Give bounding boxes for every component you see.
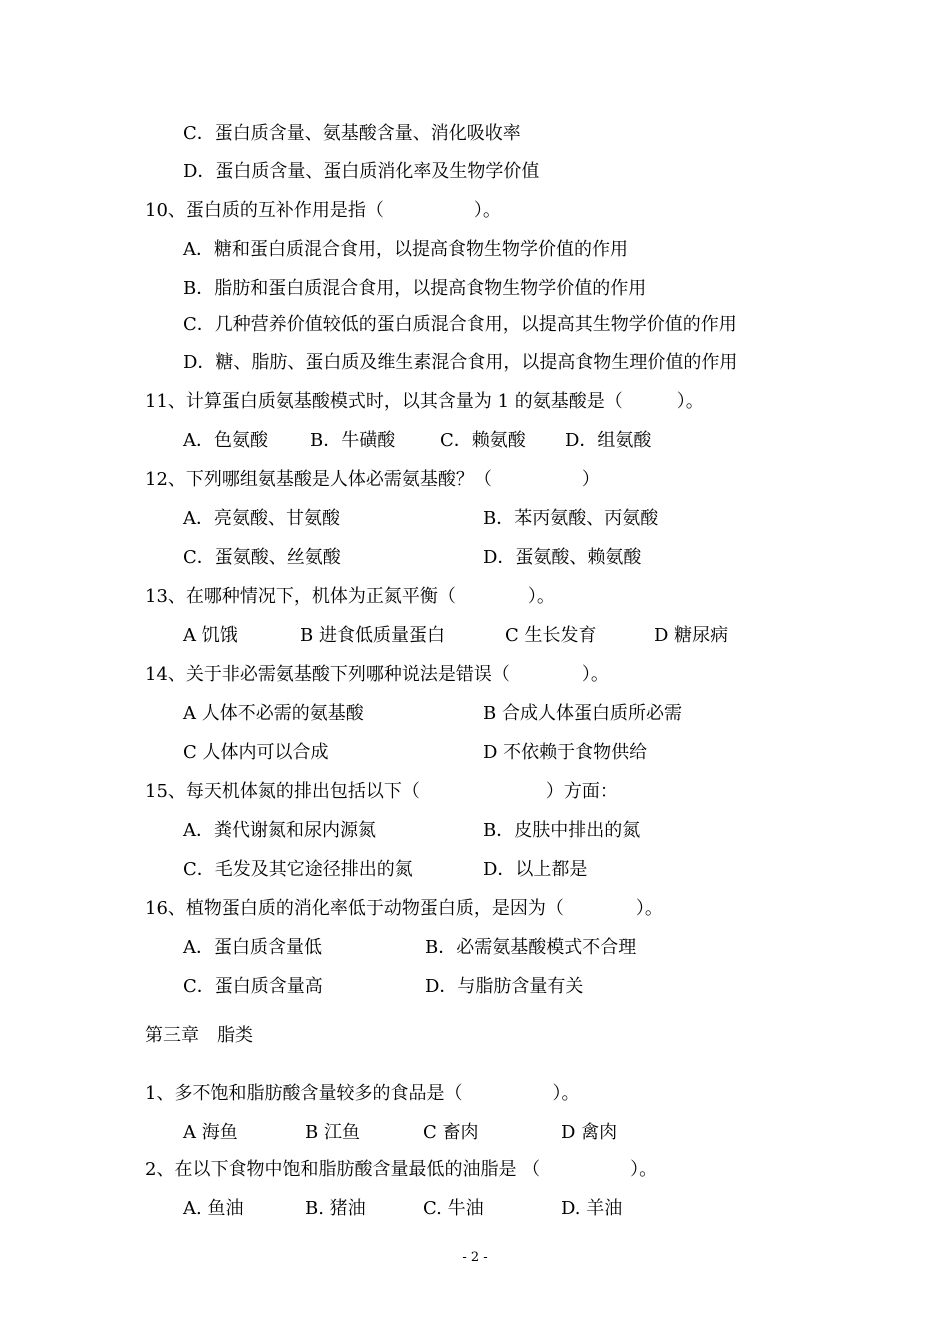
- q10-option-a: A．糖和蛋白质混合食用，以提高食物生物学价值的作用: [183, 239, 628, 260]
- c3-q1-option-b: B 江鱼: [305, 1122, 360, 1143]
- c3-q1-stem: 1、多不饱和脂肪酸含量较多的食品是（ ）。: [145, 1083, 580, 1104]
- q13-option-d: D 糖尿病: [654, 625, 729, 646]
- c3-q1-option-d: D 禽肉: [561, 1122, 618, 1143]
- q14-option-a: A 人体不必需的氨基酸: [183, 703, 364, 724]
- q13-option-c: C 生长发育: [505, 625, 597, 646]
- q9-option-c: C．蛋白质含量、氨基酸含量、消化吸收率: [183, 123, 521, 144]
- q9-option-d: D．蛋白质含量、蛋白质消化率及生物学价值: [183, 161, 540, 182]
- q15-option-c: C．毛发及其它途径排出的氮: [183, 859, 413, 880]
- c3-q1-option-a: A 海鱼: [183, 1122, 238, 1143]
- q11-option-b: B．牛磺酸: [310, 430, 396, 451]
- q14-option-b: B 合成人体蛋白质所必需: [483, 703, 682, 724]
- q15-option-d: D．以上都是: [483, 859, 588, 880]
- c3-q2-option-d: D. 羊油: [561, 1198, 623, 1219]
- q16-stem: 16、植物蛋白质的消化率低于动物蛋白质，是因为（ ）。: [145, 898, 663, 919]
- c3-q2-option-a: A. 鱼油: [183, 1198, 244, 1219]
- q11-option-d: D．组氨酸: [565, 430, 652, 451]
- q11-option-c: C．赖氨酸: [440, 430, 526, 451]
- q14-stem: 14、关于非必需氨基酸下列哪种说法是错误（ ）。: [145, 664, 609, 685]
- c3-q2-option-c: C. 牛油: [423, 1198, 484, 1219]
- q14-option-d: D 不依赖于食物供给: [483, 742, 648, 763]
- q10-option-b: B．脂肪和蛋白质混合食用，以提高食物生物学价值的作用: [183, 278, 647, 299]
- q13-option-b: B 进食低质量蛋白: [300, 625, 445, 646]
- q13-option-a: A 饥饿: [183, 625, 238, 646]
- q14-option-c: C 人体内可以合成: [183, 742, 329, 763]
- q12-option-a: A．亮氨酸、甘氨酸: [183, 508, 340, 529]
- q16-option-d: D．与脂肪含量有关: [425, 976, 584, 997]
- q12-option-d: D．蛋氨酸、赖氨酸: [483, 547, 642, 568]
- q12-option-b: B．苯丙氨酸、丙氨酸: [483, 508, 659, 529]
- q16-option-b: B．必需氨基酸模式不合理: [425, 937, 637, 958]
- q12-option-c: C．蛋氨酸、丝氨酸: [183, 547, 341, 568]
- q10-option-d: D．糖、脂肪、蛋白质及维生素混合食用，以提高食物生理价值的作用: [183, 352, 738, 373]
- q11-option-a: A．色氨酸: [183, 430, 268, 451]
- q12-stem: 12、下列哪组氨基酸是人体必需氨基酸？（ ）: [145, 469, 600, 490]
- q11-stem: 11、计算蛋白质氨基酸模式时，以其含量为 1 的氨基酸是（ ）。: [145, 391, 704, 412]
- q10-option-c: C．几种营养价值较低的蛋白质混合食用，以提高其生物学价值的作用: [183, 314, 737, 335]
- q16-option-a: A．蛋白质含量低: [183, 937, 322, 958]
- c3-q1-option-c: C 畜肉: [423, 1122, 479, 1143]
- q15-option-a: A．粪代谢氮和尿内源氮: [183, 820, 376, 841]
- q10-stem: 10、蛋白质的互补作用是指（ ）。: [145, 200, 501, 221]
- q16-option-c: C．蛋白质含量高: [183, 976, 323, 997]
- c3-q2-stem: 2、在以下食物中饱和脂肪酸含量最低的油脂是 （ ）。: [145, 1159, 658, 1180]
- page-number: - 2 -: [462, 1250, 488, 1265]
- q15-stem: 15、每天机体氮的排出包括以下（ ）方面：: [145, 781, 618, 802]
- q13-stem: 13、在哪种情况下，机体为正氮平衡（ ）。: [145, 586, 555, 607]
- chapter-heading: 第三章 脂类: [145, 1025, 253, 1046]
- c3-q2-option-b: B. 猪油: [305, 1198, 366, 1219]
- q15-option-b: B．皮肤中排出的氮: [483, 820, 641, 841]
